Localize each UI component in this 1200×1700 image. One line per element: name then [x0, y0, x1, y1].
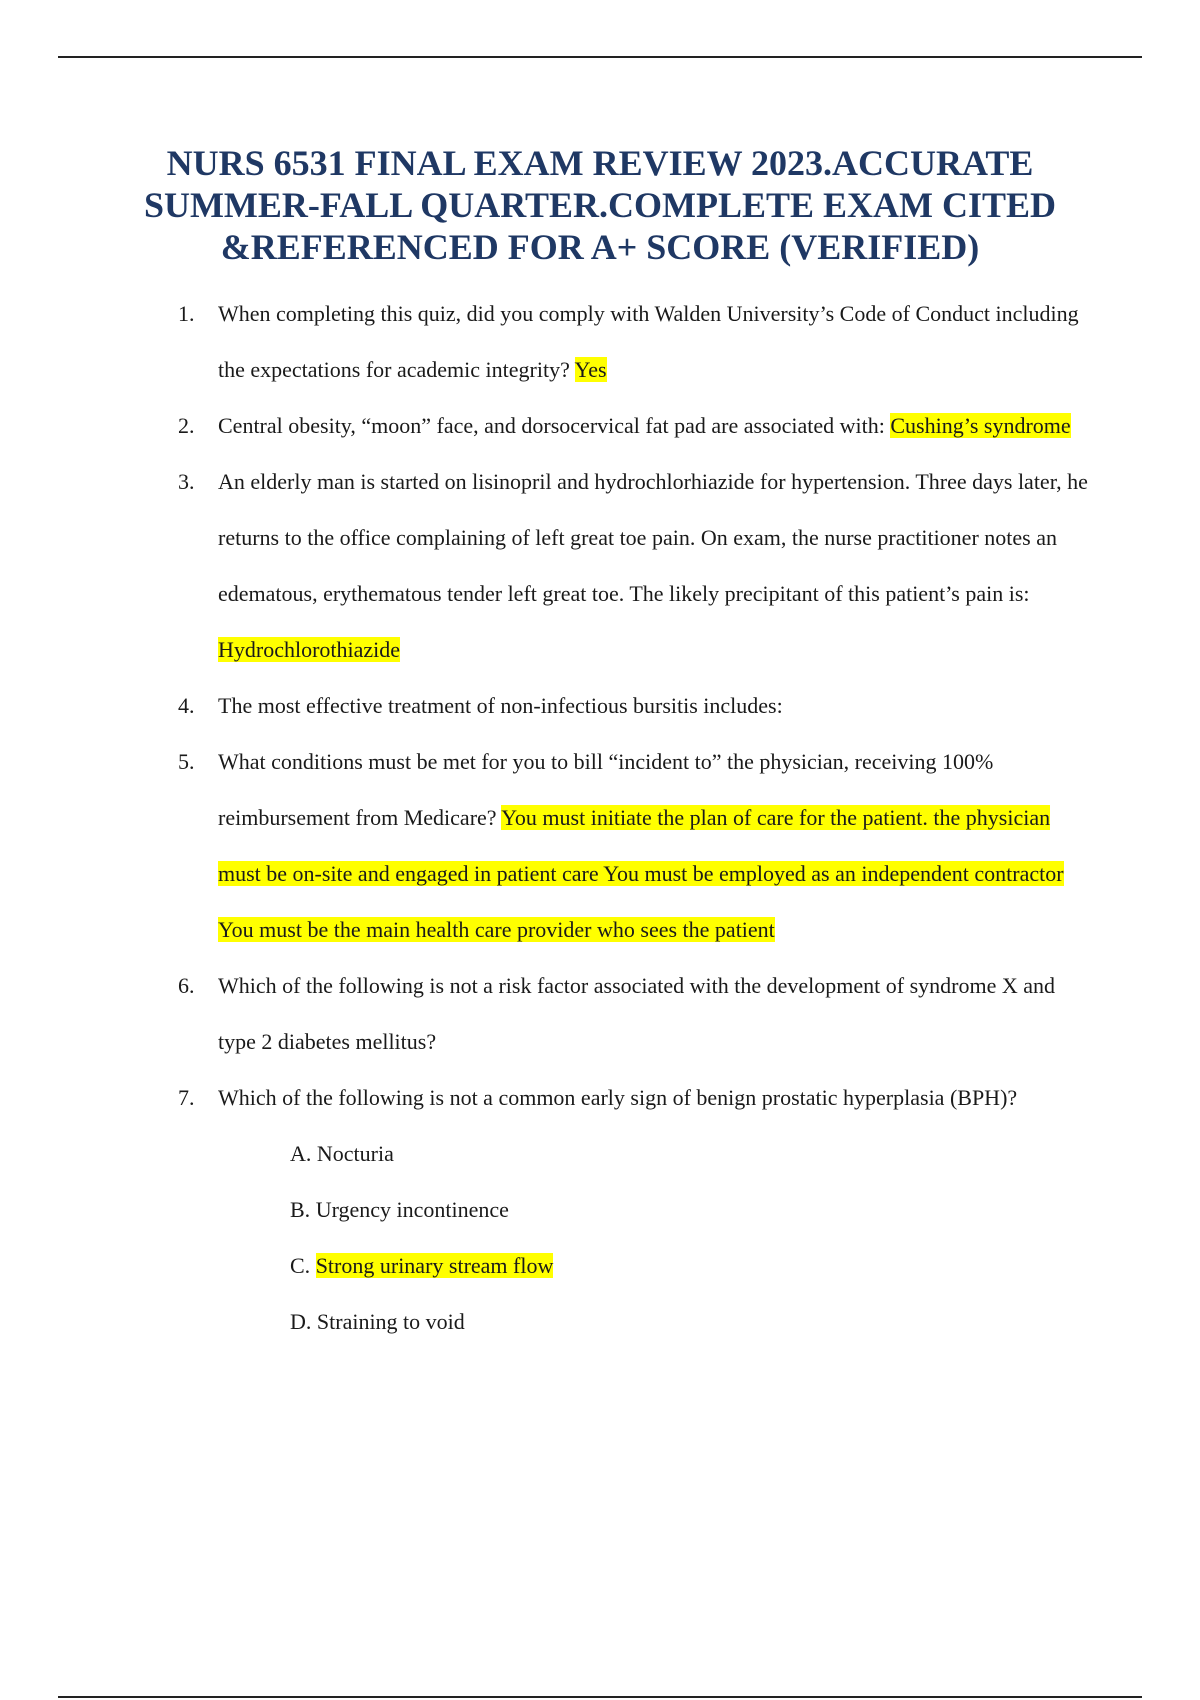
question-number: 6. [178, 973, 195, 998]
question-text: When completing this quiz, did you comply with Walden University’s Code of Conduct including the expectations for academic integrity? [218, 301, 1079, 382]
question-text: Which of the following is not a risk factor associated with the development of syndrome X and type 2 diabetes mellitus? [218, 973, 1056, 1054]
question-text: Central obesity, “moon” face, and dorsocervical fat pad are associated with: [218, 413, 885, 438]
option-text-highlighted: Strong urinary stream flow [315, 1253, 554, 1278]
question-number: 7. [178, 1085, 195, 1110]
question-item [178, 398, 1098, 454]
question-item [178, 734, 1098, 958]
answer-highlight: Hydrochlorothiazide [218, 637, 401, 662]
option-letter: D. [290, 1309, 312, 1334]
option-text: Urgency incontinence [315, 1197, 509, 1222]
title-line: NURS 6531 FINAL EXAM REVIEW 2023.ACCURATE [166, 143, 1034, 183]
option-text: Nocturia [316, 1141, 394, 1166]
question-text: An elderly man is started on lisinopril and hydrochlorhiazide for hypertension. Three days later, he returns to the office complaining of left great toe pain. On exam, the nurse practitioner notes an edematous, erythematous tender left great toe. The likely precipitant of this patient’s pain is: [218, 469, 1088, 606]
question-item [178, 454, 1098, 678]
question-item [178, 286, 1098, 398]
answer-options [218, 1126, 1098, 1350]
option-letter: A. [290, 1141, 312, 1166]
question-text: What conditions must be met for you to bill “incident to” the physician, receiving 100% reimbursement from Medicare? [218, 749, 994, 830]
question-number: 5. [178, 749, 195, 774]
top-rule [58, 56, 1142, 58]
title-line: SUMMER-FALL QUARTER.COMPLETE EXAM CITED [143, 185, 1057, 225]
question-number: 2. [178, 413, 195, 438]
option-letter: B. [290, 1197, 311, 1222]
option-c [290, 1238, 1098, 1294]
question-number: 3. [178, 469, 195, 494]
page-title [100, 142, 1100, 268]
option-b [290, 1182, 1098, 1238]
question-text: The most effective treatment of non-infectious bursitis includes: [218, 693, 783, 718]
answer-highlight: Yes [574, 357, 607, 382]
question-list [178, 286, 1098, 1350]
answer-highlight: You must initiate the plan of care for the patient. the physician must be on-site and engaged in patient care You must be employed as an independent contractor You must be the main health care provider who sees the patient [218, 805, 1064, 942]
question-number: 1. [178, 301, 195, 326]
question-number: 4. [178, 693, 195, 718]
question-text: Which of the following is not a common early sign of benign prostatic hyperplasia (BPH)? [218, 1085, 1018, 1110]
question-item [178, 678, 1098, 734]
option-a [290, 1126, 1098, 1182]
title-line: &REFERENCED FOR A+ SCORE (VERIFIED) [220, 227, 980, 267]
option-text: Straining to void [316, 1309, 465, 1334]
question-item [178, 958, 1098, 1070]
bottom-rule [58, 1696, 1142, 1698]
answer-highlight: Cushing’s syndrome [890, 413, 1071, 438]
option-d [290, 1294, 1098, 1350]
option-letter: C. [290, 1253, 311, 1278]
question-item [178, 1070, 1098, 1350]
